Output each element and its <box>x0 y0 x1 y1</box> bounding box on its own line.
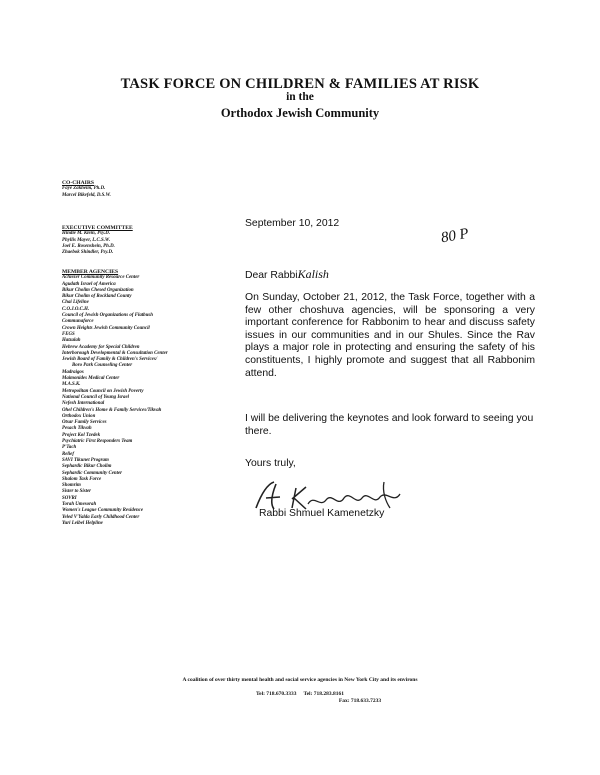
member-agency: SOVRI <box>62 495 77 501</box>
member-agency: Bikur Cholim of Rockland County <box>62 294 132 300</box>
letterhead-title: TASK FORCE ON CHILDREN & FAMILIES AT RISK <box>120 76 480 92</box>
member-agency: SAVI Tikunet Program <box>62 457 109 463</box>
footer-tel-2: Tel: 718.283.8161 <box>303 691 345 697</box>
member-agency: Shomrim <box>62 483 81 489</box>
committee-member: Hindie M. Klein, Psy.D. <box>62 231 111 237</box>
member-agency: Orthodox Union <box>62 413 96 419</box>
footer-coalition-line: A coalition of over thirty mental health and social service agencies in New York City and its environs <box>182 677 418 683</box>
member-agency: Pesach Tikvah <box>62 426 92 432</box>
member-agency: M.A.S.K. <box>62 382 81 388</box>
handwritten-note: 80 P <box>439 225 471 247</box>
member-agency: Yuri Leibel Helpline <box>62 520 103 526</box>
co-chairs-title: CO-CHAIRS <box>62 180 95 186</box>
member-agency: FEGS <box>62 331 75 337</box>
member-agency: Sister to Sister <box>62 489 92 495</box>
member-agency: Madraigos <box>62 369 84 375</box>
co-chairs-section <box>62 180 232 199</box>
member-agency: Sephardic Bikur Cholim <box>62 464 112 470</box>
footer-tel-1: Tel: 718.670.3333 <box>255 691 297 697</box>
member-agency: Women's League Community Residence <box>62 508 144 514</box>
footer-fax: Fax: 718.633.7233 <box>338 698 382 704</box>
member-agency: Communaforce <box>62 319 94 325</box>
member-agency: Ohel Children's Home & Family Services/Tikvah <box>62 407 162 413</box>
member-agency: Council of Jewish Organizations of Flatbush <box>62 313 153 319</box>
member-agencies-title: MEMBER AGENCIES <box>62 269 119 275</box>
member-agency: Relief <box>62 451 74 457</box>
executive-committee-section <box>62 225 232 256</box>
salutation-handwritten-name: Kalish <box>297 267 329 281</box>
member-agency: Hatzalah <box>62 338 81 344</box>
committee-member: Zhaebok Shindler, Psy.D. <box>62 250 114 256</box>
member-agency: Yeled V'Yalda Early Childhood Center <box>62 514 140 520</box>
member-agency: Shalom Task Force <box>62 476 102 482</box>
letterhead-community: Orthodox Jewish Community <box>220 106 380 120</box>
member-agency: Interborough Developmental & Consultation Center <box>62 350 168 356</box>
member-agency: Otsar Family Services <box>62 420 107 426</box>
member-agency: Crown Heights Jewish Community Council <box>62 325 150 331</box>
letter-date: September 10, 2012 <box>245 218 340 229</box>
member-agency: Nefesh International <box>62 401 105 407</box>
letter-paragraph: I will be delivering the keynotes and look forward to seeing you there. <box>245 413 534 437</box>
member-agency: Hebrew Academy for Special Children <box>62 344 140 350</box>
member-agency: Agudath Israel of America <box>62 281 116 287</box>
member-agency: Maimonides Medical Center <box>62 376 120 382</box>
member-agency: Achiezer Community Resource Center <box>62 275 140 281</box>
member-agency: Psychiatric First Responders Team <box>62 439 133 445</box>
footer-phones <box>0 691 600 697</box>
letterhead-subtitle: in the <box>286 91 314 103</box>
signature-name: Rabbi Shmuel Kamenetzky <box>259 508 385 519</box>
co-chair-name: Faye Zakheim, Ph.D. <box>62 186 106 192</box>
member-agency: Sephardic Community Center <box>62 470 123 476</box>
member-agencies-section <box>62 269 232 527</box>
member-agency: Project Kol Tzedek <box>62 432 101 438</box>
salutation-text: Dear Rabbi <box>245 270 298 281</box>
member-agency: Boro Park Counseling Center <box>72 363 133 369</box>
member-agency: Jewish Board of Family & Children's Services/ <box>62 357 158 363</box>
salutation <box>245 267 329 282</box>
member-agency: National Council of Young Israel <box>62 394 130 400</box>
committee-member: Joel E. Rosenshein, Ph.D. <box>62 243 115 249</box>
member-agency: C.O.J.O.C.H. <box>62 306 90 312</box>
member-agency: P'Tach <box>62 445 77 451</box>
member-agency: Metropolitan Council on Jewish Poverty <box>62 388 144 394</box>
committee-member: Phyllis Mayer, L.C.S.W. <box>62 237 111 243</box>
letter-closing: Yours truly, <box>245 458 296 469</box>
executive-committee-title: EXECUTIVE COMMITTEE <box>62 225 133 231</box>
member-agency: Torah Umesorah <box>62 501 97 507</box>
letter-paragraph: On Sunday, October 21, 2012, the Task Force, together with a few other choshuva agencies, will be sponsoring a very important conference for Rabbonim to hear and discuss safety issues in our communities and in our Shules. Since the Rav plays a major role in protecting and ensuring the safety of his constituents, I highly promote and suggest that all Rabbonim attend. <box>245 292 535 379</box>
member-agency: Chai Lifeline <box>62 300 89 306</box>
co-chair-name: Marcel Bikefeld, D.S.W. <box>62 192 111 198</box>
member-agency: Bikur Cholim Chesed Organization <box>62 287 134 293</box>
